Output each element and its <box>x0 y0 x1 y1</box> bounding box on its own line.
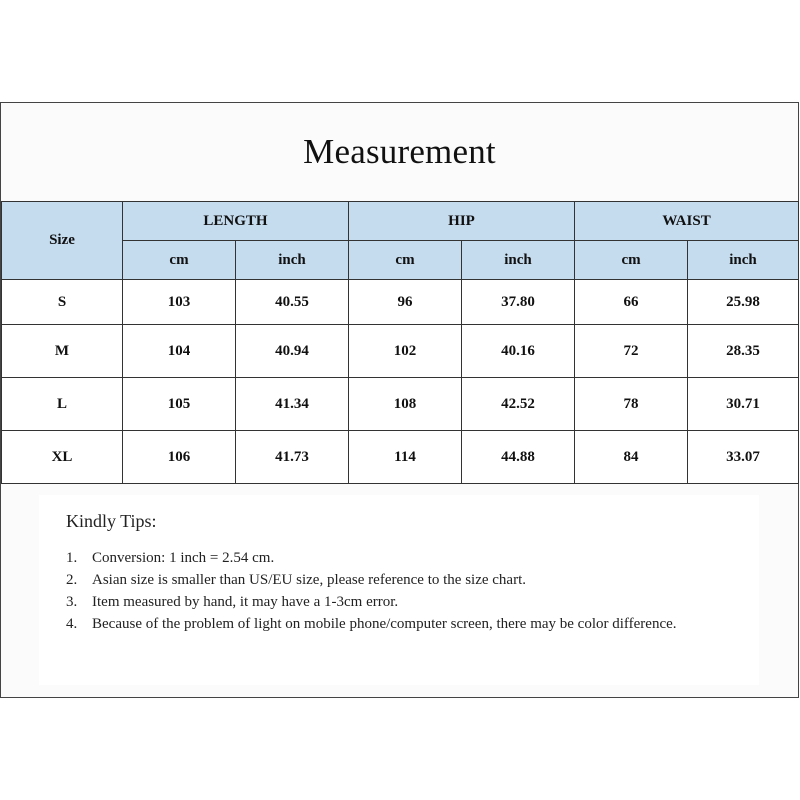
value-cell: 30.71 <box>688 378 799 431</box>
value-cell: 40.94 <box>236 325 349 378</box>
unit-header: inch <box>688 241 799 280</box>
size-header: Size <box>2 202 123 280</box>
table-row <box>2 378 799 431</box>
value-cell: 103 <box>123 280 236 325</box>
table-row <box>2 280 799 325</box>
value-cell: 102 <box>349 325 462 378</box>
page-title: Measurement <box>303 132 496 171</box>
value-cell: 72 <box>575 325 688 378</box>
size-cell: L <box>2 378 123 431</box>
value-cell: 28.35 <box>688 325 799 378</box>
value-cell: 40.16 <box>462 325 575 378</box>
tip-text: Conversion: 1 inch = 2.54 cm. <box>92 550 275 566</box>
unit-header: cm <box>575 241 688 280</box>
size-table <box>1 201 799 484</box>
size-cell: M <box>2 325 123 378</box>
tip-item <box>66 569 706 591</box>
unit-header: cm <box>349 241 462 280</box>
tip-item <box>66 591 706 613</box>
waist-header: WAIST <box>575 202 799 241</box>
value-cell: 96 <box>349 280 462 325</box>
value-cell: 37.80 <box>462 280 575 325</box>
unit-header: inch <box>462 241 575 280</box>
unit-header: cm <box>123 241 236 280</box>
tips-list <box>66 547 706 635</box>
value-cell: 44.88 <box>462 431 575 484</box>
value-cell: 114 <box>349 431 462 484</box>
value-cell: 78 <box>575 378 688 431</box>
tip-number: 3. <box>66 594 78 610</box>
value-cell: 84 <box>575 431 688 484</box>
tip-number: 4. <box>66 616 78 632</box>
tips-box <box>39 495 759 685</box>
value-cell: 105 <box>123 378 236 431</box>
length-header: LENGTH <box>123 202 349 241</box>
tip-text: Item measured by hand, it may have a 1-3cm error. <box>92 594 399 610</box>
size-cell: S <box>2 280 123 325</box>
size-chart <box>0 102 799 698</box>
value-cell: 25.98 <box>688 280 799 325</box>
value-cell: 66 <box>575 280 688 325</box>
tip-text: Asian size is smaller than US/EU size, please reference to the size chart. <box>92 572 526 588</box>
hip-header: HIP <box>349 202 575 241</box>
size-cell: XL <box>2 431 123 484</box>
value-cell: 33.07 <box>688 431 799 484</box>
value-cell: 104 <box>123 325 236 378</box>
tip-item <box>66 547 706 569</box>
table-row <box>2 325 799 378</box>
value-cell: 42.52 <box>462 378 575 431</box>
value-cell: 40.55 <box>236 280 349 325</box>
tip-number: 1. <box>66 550 78 566</box>
tip-item <box>66 613 706 635</box>
unit-header: inch <box>236 241 349 280</box>
value-cell: 106 <box>123 431 236 484</box>
table-row <box>2 431 799 484</box>
tips-title: Kindly Tips: <box>66 511 157 531</box>
value-cell: 41.73 <box>236 431 349 484</box>
value-cell: 41.34 <box>236 378 349 431</box>
tip-text: Because of the problem of light on mobile phone/computer screen, there may be color difference. <box>92 616 677 632</box>
value-cell: 108 <box>349 378 462 431</box>
tip-number: 2. <box>66 572 78 588</box>
header-row <box>2 202 799 241</box>
